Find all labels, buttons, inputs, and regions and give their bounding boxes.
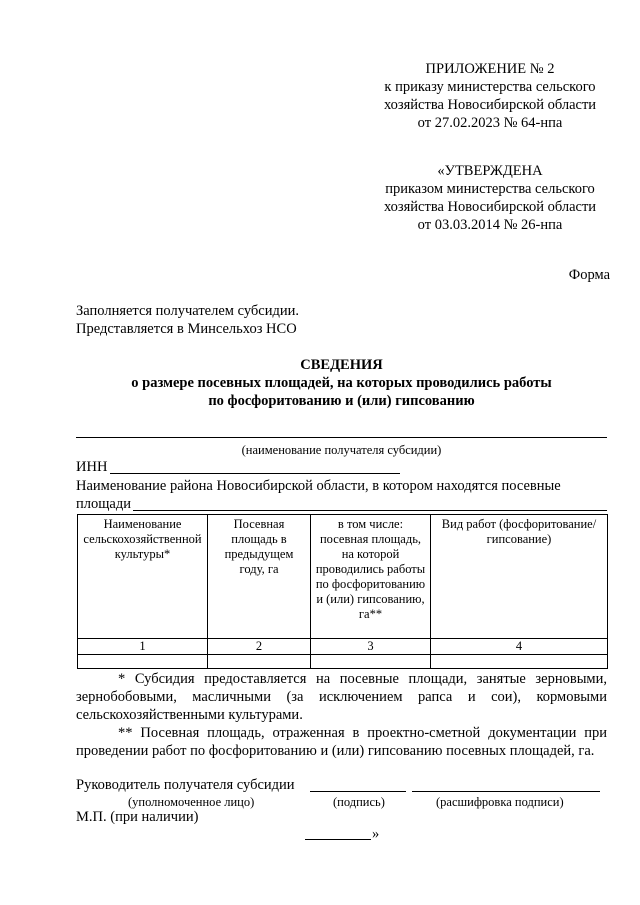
stamp-note: М.П. (при наличии) xyxy=(76,809,199,825)
column-number: 4 xyxy=(431,639,608,655)
table-cell[interactable] xyxy=(431,655,608,669)
appendix-line: к приказу министерства сельского xyxy=(384,79,596,95)
closing-quote: » xyxy=(372,826,380,842)
inn-label: ИНН xyxy=(76,459,108,475)
form-label: Форма xyxy=(568,267,610,283)
table-header-row xyxy=(78,515,608,639)
footnote-two: ** Посевная площадь, отраженная в проектно-сметной документации при проведении работ по фосфоритованию и (или) гипсованию посевных площадей, га. xyxy=(76,725,607,759)
column-number: 2 xyxy=(208,639,311,655)
table-cell[interactable] xyxy=(78,655,208,669)
header-area-treated: в том числе: посевная площадь, на которой проводились работы по фосфоритованию и (или) гипсованию, га** xyxy=(311,515,431,639)
appendix-block xyxy=(360,60,620,132)
filled-by-note: Заполняется получателем субсидии. xyxy=(76,303,299,319)
table-row xyxy=(78,655,608,669)
recipient-name-field[interactable] xyxy=(76,437,607,438)
approved-date: от 03.03.2014 № 26-нпа xyxy=(417,217,563,233)
decode-caption: (расшифровка подписи) xyxy=(436,795,564,809)
crops-table xyxy=(77,514,608,669)
header-work-type: Вид работ (фосфоритование/гипсование) xyxy=(431,515,608,639)
table-number-row xyxy=(78,639,608,655)
document-subtitle: о размере посевных площадей, на которых проводились работы xyxy=(131,375,552,391)
district-label-continued: площади xyxy=(76,496,131,512)
head-label: Руководитель получателя субсидии xyxy=(76,777,295,793)
appendix-line: хозяйства Новосибирской области xyxy=(383,97,597,113)
district-label: Наименование района Новосибирской области, в котором находятся посевные xyxy=(76,478,561,494)
approved-line: приказом министерства сельского xyxy=(385,181,595,197)
appendix-title: ПРИЛОЖЕНИЕ № 2 xyxy=(425,61,555,77)
district-field[interactable] xyxy=(133,510,607,511)
document-subtitle: по фосфоритованию и (или) гипсованию xyxy=(208,393,475,409)
table-cell[interactable] xyxy=(311,655,431,669)
approved-line: хозяйства Новосибирской области xyxy=(383,199,597,215)
column-number: 1 xyxy=(78,639,208,655)
header-crop-name: Наименование сельскохозяйственной культуры* xyxy=(78,515,208,639)
signature-field[interactable] xyxy=(310,791,406,792)
sign-caption: (подпись) xyxy=(333,795,385,809)
signature-decode-field[interactable] xyxy=(412,791,600,792)
document-title: СВЕДЕНИЯ xyxy=(300,357,383,373)
submitted-to-note: Представляется в Минсельхоз НСО xyxy=(76,321,297,337)
column-number: 3 xyxy=(311,639,431,655)
recipient-caption: (наименование получателя субсидии) xyxy=(241,443,442,457)
closing-line xyxy=(305,839,371,840)
header-area-prev-year: Посевная площадь в предыдущем году, га xyxy=(208,515,311,639)
approved-title: «УТВЕРЖДЕНА xyxy=(437,163,543,179)
table-cell[interactable] xyxy=(208,655,311,669)
approved-block xyxy=(360,162,620,234)
inn-field[interactable] xyxy=(110,473,400,474)
appendix-date: от 27.02.2023 № 64-нпа xyxy=(417,115,563,131)
person-caption: (уполномоченное лицо) xyxy=(128,795,255,809)
footnote-one: * Субсидия предоставляется на посевные площади, занятые зерновыми, зернобобовыми, масличными (за исключением рапса и сои), кормовыми сельскохозяйственными культурами. xyxy=(76,671,607,723)
